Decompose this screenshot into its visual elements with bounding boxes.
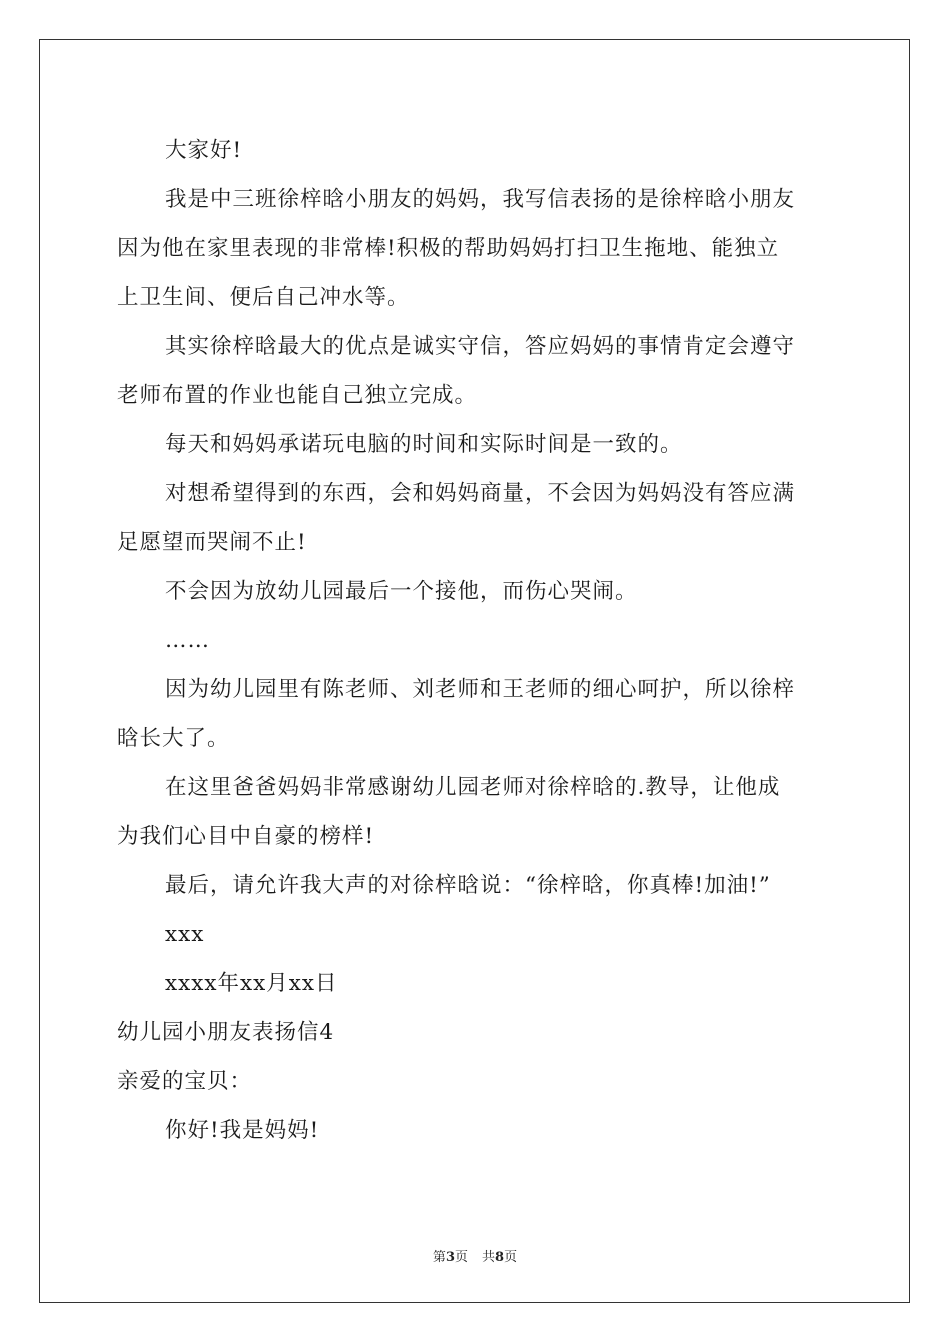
page-footer (0, 1246, 950, 1265)
ellipsis-line: …… (165, 628, 210, 653)
paragraph-line: 对想希望得到的东西，会和妈妈商量，不会因为妈妈没有答应满 (165, 481, 796, 506)
total-suffix: 页 (504, 1250, 518, 1265)
paragraph-line: 上卫生间、便后自己冲水等。 (117, 285, 410, 310)
paragraph-line: 老师布置的作业也能自己独立完成。 (117, 383, 478, 408)
paragraph-line: 我是中三班徐梓晗小朋友的妈妈，我写信表扬的是徐梓晗小朋友 (165, 187, 796, 212)
paragraph-line: 每天和妈妈承诺玩电脑的时间和实际时间是一致的。 (165, 432, 683, 457)
date-line: xxxx年xx月xx日 (165, 971, 338, 996)
paragraph-line: 因为幼儿园里有陈老师、刘老师和王老师的细心呵护，所以徐梓 (165, 677, 796, 702)
paragraph-line: 因为他在家里表现的非常棒!积极的帮助妈妈打扫卫生拖地、能独立 (117, 236, 780, 261)
page-prefix: 第 (432, 1250, 446, 1265)
paragraph-line: 为我们心目中自豪的榜样! (117, 824, 375, 849)
total-prefix: 共 (482, 1250, 496, 1265)
paragraph-line: 大家好! (165, 138, 243, 163)
page-suffix: 页 (454, 1250, 468, 1265)
signature-line: xxx (165, 922, 205, 947)
page-number: 3 (445, 1250, 455, 1265)
section-title: 幼儿园小朋友表扬信4 (117, 1020, 335, 1045)
document-body (117, 126, 837, 1155)
paragraph-line: 最后，请允许我大声的对徐梓晗说：“徐梓晗，你真棒!加油!” (165, 873, 771, 898)
paragraph-line: 不会因为放幼儿园最后一个接他，而伤心哭闹。 (165, 579, 638, 604)
paragraph-line: 足愿望而哭闹不止! (117, 530, 307, 555)
paragraph-line: 其实徐梓晗最大的优点是诚实守信，答应妈妈的事情肯定会遵守 (165, 334, 796, 359)
salutation-line: 亲爱的宝贝： (117, 1069, 253, 1094)
paragraph-line: 晗长大了。 (117, 726, 230, 751)
total-pages: 8 (495, 1250, 505, 1265)
paragraph-line: 在这里爸爸妈妈非常感谢幼儿园老师对徐梓晗的.教导，让他成 (165, 775, 781, 800)
paragraph-line: 你好!我是妈妈! (165, 1118, 320, 1143)
